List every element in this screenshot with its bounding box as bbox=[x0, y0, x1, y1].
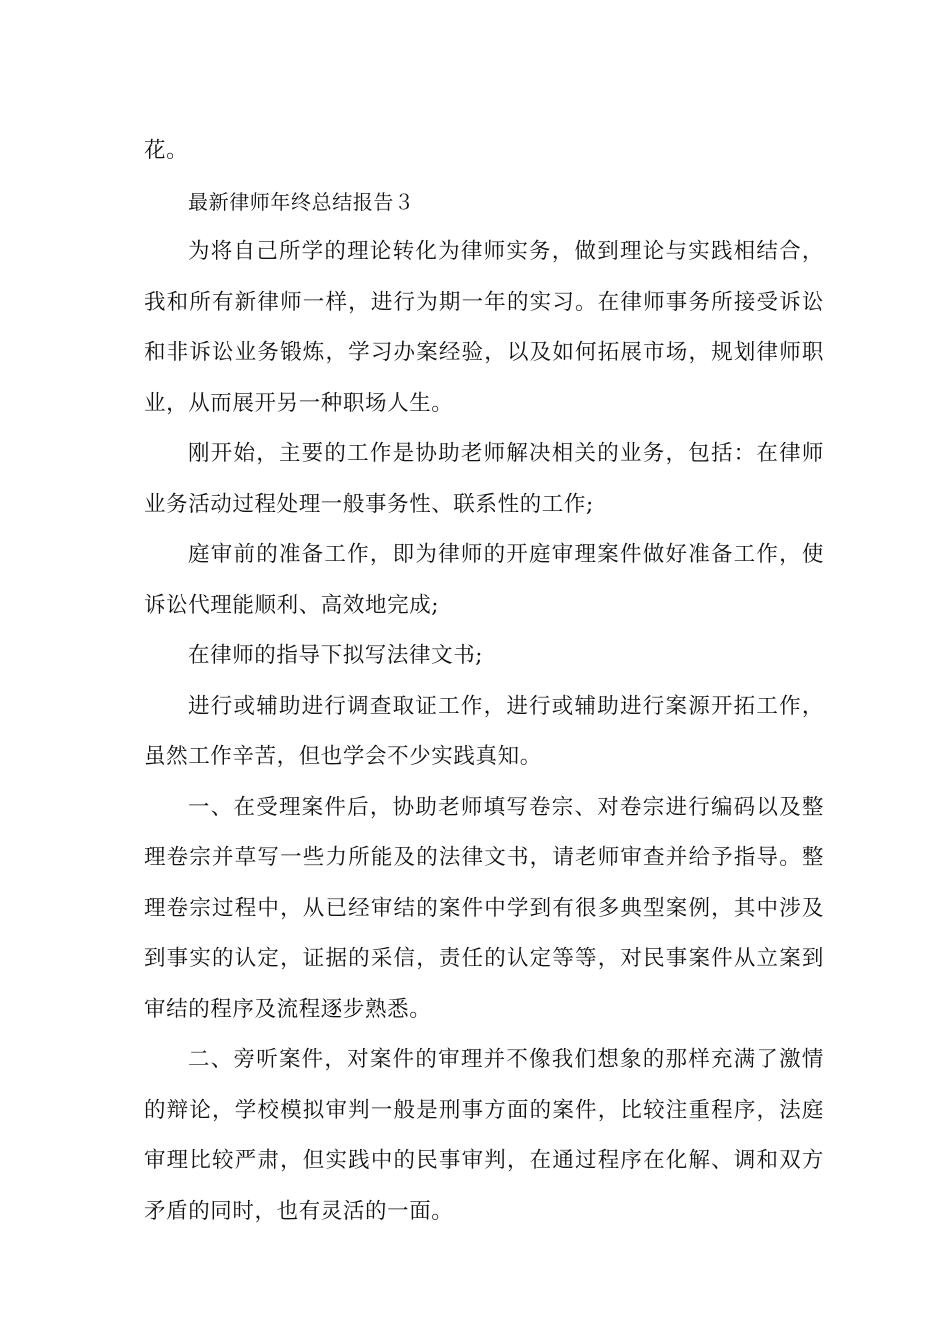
document-body bbox=[144, 126, 824, 1237]
paragraph-1: 为将自己所学的理论转化为律师实务，做到理论与实践相结合，我和所有新律师一样，进行为期一年的实习。在律师事务所接受诉讼和非诉讼业务锻炼，学习办案经验，以及如何拓展市场，规划律师职业，从而展开另一种职场人生。 bbox=[144, 239, 824, 416]
paragraph-6: 一、在受理案件后，协助老师填写卷宗、对卷宗进行编码以及整理卷宗并草写一些力所能及的法律文书，请老师审查并给予指导。整理卷宗过程中，从已经审结的案件中学到有很多典型案例，其中涉及到事实的认定，证据的采信，责任的认定等等，对民事案件从立案到审结的程序及流程逐步熟悉。 bbox=[144, 794, 824, 1022]
paragraph-3: 庭审前的准备工作，即为律师的开庭审理案件做好准备工作，使诉讼代理能顺利、高效地完成; bbox=[144, 542, 824, 618]
section-heading: 最新律师年终总结报告３ bbox=[188, 189, 415, 214]
paragraph-2: 刚开始，主要的工作是协助老师解决相关的业务，包括：在律师业务活动过程处理一般事务性、联系性的工作; bbox=[144, 441, 824, 517]
paragraph-7: 二、旁听案件，对案件的审理并不像我们想象的那样充满了激情的辩论，学校模拟审判一般是刑事方面的案件，比较注重程序，法庭审理比较严肃，但实践中的民事审判，在通过程序在化解、调和双方矛盾的同时，也有灵活的一面。 bbox=[144, 1047, 824, 1224]
lead-fragment: 花。 bbox=[144, 138, 189, 163]
paragraph-4: 在律师的指导下拟写法律文书; bbox=[188, 643, 484, 668]
paragraph-5: 进行或辅助进行调查取证工作，进行或辅助进行案源开拓工作，虽然工作辛苦，但也学会不少实践真知。 bbox=[144, 693, 824, 769]
